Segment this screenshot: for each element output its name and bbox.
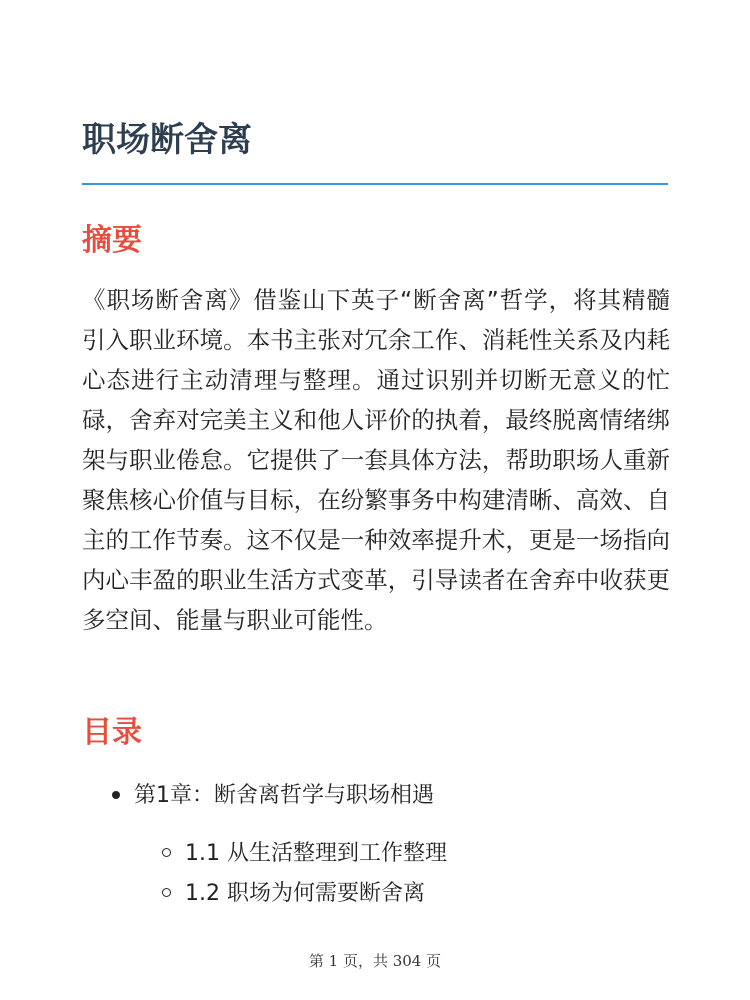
circle-bullet-icon — [162, 848, 171, 857]
page-title: 职场断舍离 — [82, 120, 252, 160]
circle-bullet-icon — [162, 888, 171, 897]
toc-section-item[interactable] — [162, 836, 447, 872]
bullet-icon — [112, 791, 120, 799]
summary-paragraph: 《职场断舍离》借鉴山下英子“断舍离”哲学，将其精髓引入职业环境。本书主张对冗余工作、消耗性关系及内耗心态进行主动清理与整理。通过识别并切断无意义的忙碌，舍弃对完美主义和他人评价的执着，最终脱离情绪绑架与职业倦怠。它提供了一套具体方法，帮助职场人重新聚焦核心价值与目标，在纷繁事务中构建清晰、高效、自主的工作节奏。这不仅是一种效率提升术，更是一场指向内心丰盈的职业生活方式变革，引导读者在舍弃中收获更多空间、能量与职业可能性。 — [82, 286, 670, 634]
toc-heading: 目录 — [82, 715, 142, 750]
toc-section-label: 1.1 从生活整理到工作整理 — [185, 841, 447, 866]
toc-section-item[interactable] — [162, 876, 425, 912]
toc-chapter-label: 第1章：断舍离哲学与职场相遇 — [134, 783, 434, 808]
title-divider — [82, 183, 668, 185]
summary-heading: 摘要 — [82, 223, 142, 258]
toc-chapter-item[interactable] — [112, 778, 434, 814]
page-number-footer: 第 1 页，共 304 页 — [308, 952, 442, 970]
toc-section-label: 1.2 职场为何需要断舍离 — [185, 881, 425, 906]
